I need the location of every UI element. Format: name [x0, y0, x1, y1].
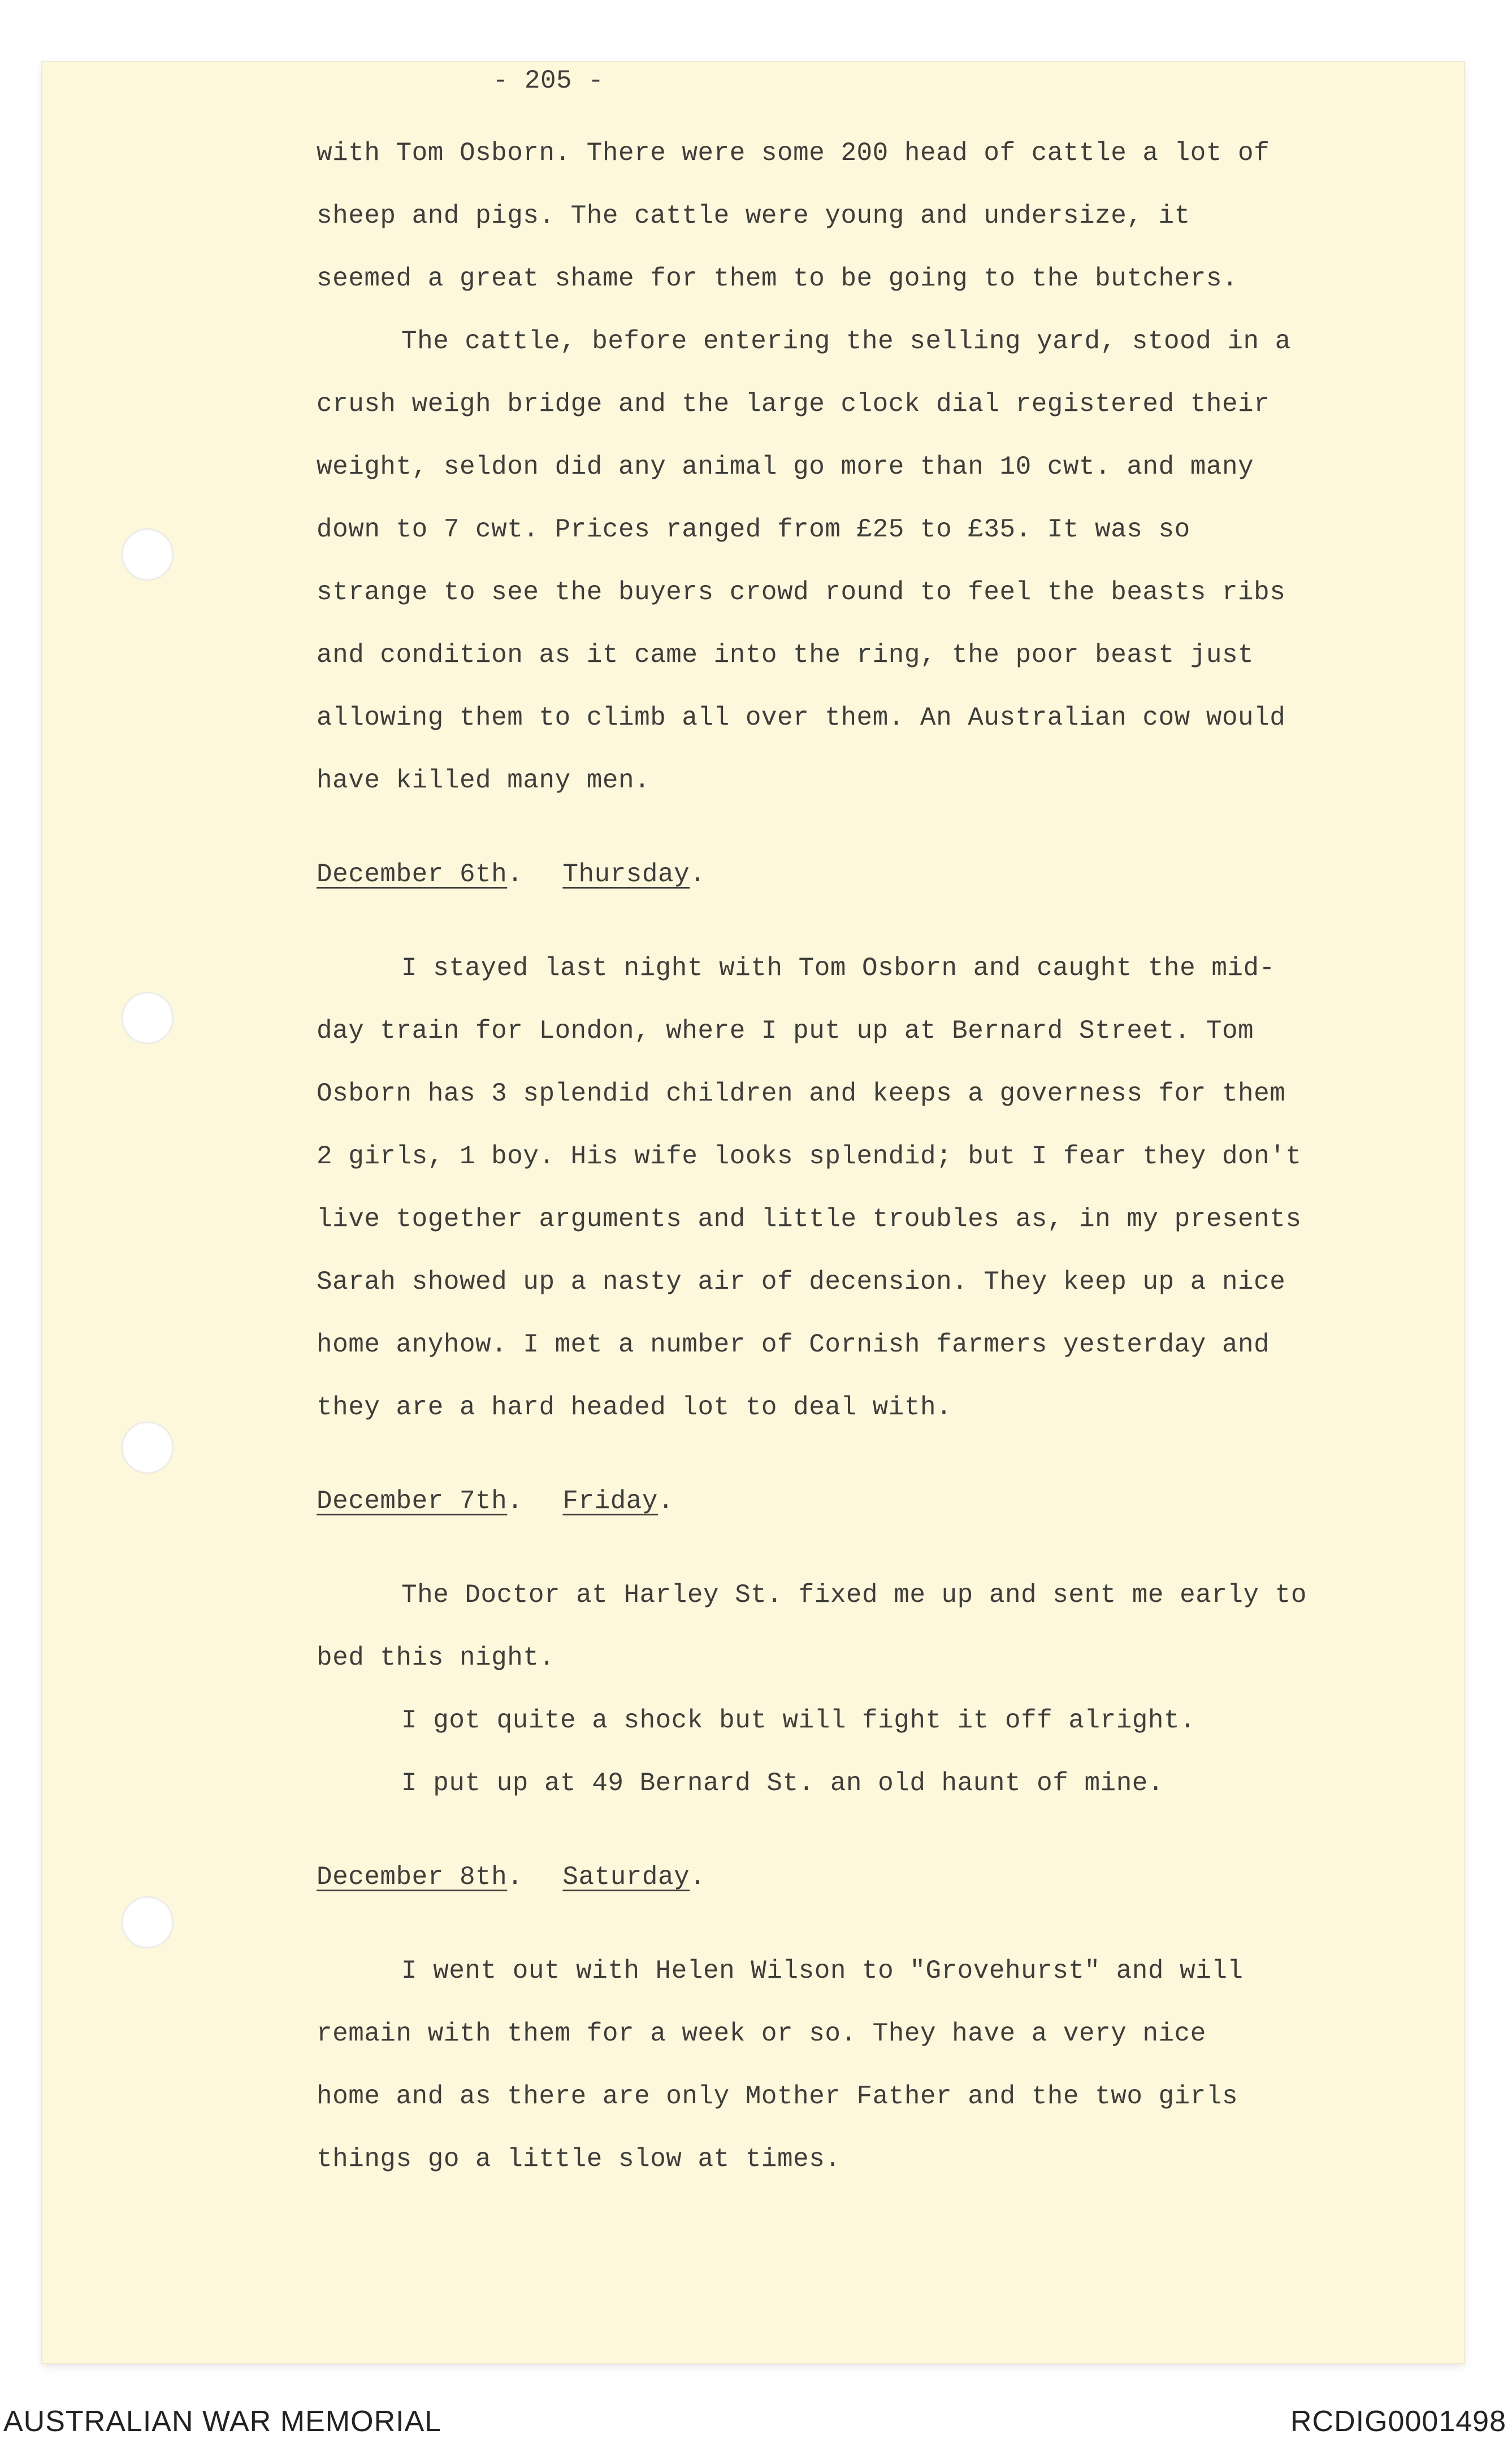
- text-line: remain with them for a week or so. They have a very nice: [317, 2019, 1206, 2048]
- text-line: seemed a great shame for them to be going to the butchers.: [317, 264, 1238, 293]
- paragraph-cattle-sale: [317, 122, 1436, 310]
- text-line: down to 7 cwt. Prices ranged from £25 to £35. It was so: [317, 515, 1190, 544]
- entry-body-dec7: [317, 1564, 1436, 1815]
- text-line: have killed many men.: [317, 766, 651, 795]
- text-line: I stayed last night with Tom Osborn and caught the mid-: [401, 954, 1275, 983]
- entry-day: Thursday: [562, 860, 690, 889]
- text-line: The Doctor at Harley St. fixed me up and sent me early to: [401, 1580, 1307, 1610]
- text-line: with Tom Osborn. There were some 200 head of cattle a lot of: [317, 138, 1270, 168]
- entry-body-dec8: [317, 1940, 1436, 2191]
- entry-heading-dec8: December 8th. Saturday.: [317, 1862, 706, 1892]
- text-line: strange to see the buyers crowd round to feel the beasts ribs: [317, 578, 1286, 607]
- text-line: home anyhow. I met a number of Cornish farmers yesterday and: [317, 1330, 1270, 1359]
- entry-date: December 7th: [317, 1487, 508, 1516]
- paragraph-weigh-bridge: [317, 310, 1436, 812]
- text-line: home and as there are only Mother Father and the two girls: [317, 2082, 1238, 2111]
- entry-day: Friday: [562, 1487, 658, 1516]
- text-line: Sarah showed up a nasty air of decension. They keep up a nice: [317, 1267, 1286, 1297]
- text-line: day train for London, where I put up at Bernard Street. Tom: [317, 1016, 1254, 1046]
- text-line: I put up at 49 Bernard St. an old haunt of mine.: [401, 1769, 1164, 1798]
- entry-date: December 8th: [317, 1862, 508, 1892]
- entry-date: December 6th: [317, 860, 508, 889]
- text-line: bed this night.: [317, 1643, 555, 1673]
- text-line: I got quite a shock but will fight it off alright.: [401, 1706, 1196, 1735]
- text-line: 2 girls, 1 boy. His wife looks splendid; but I fear they don't: [317, 1142, 1302, 1171]
- text-line: Osborn has 3 splendid children and keeps a governess for them: [317, 1079, 1286, 1108]
- entry-heading-dec6: December 6th. Thursday.: [317, 860, 706, 889]
- punch-hole: [122, 528, 174, 580]
- archive-reference: RCDIG0001498: [1290, 2405, 1506, 2438]
- text-line: The cattle, before entering the selling yard, stood in a: [401, 327, 1291, 356]
- entry-body-dec6: [317, 937, 1436, 1439]
- text-line: they are a hard headed lot to deal with.: [317, 1393, 952, 1422]
- entry-heading-dec7: December 7th. Friday.: [317, 1487, 674, 1516]
- diary-text: [317, 68, 1436, 2191]
- punch-hole: [122, 992, 174, 1044]
- archive-credit: AUSTRALIAN WAR MEMORIAL: [3, 2405, 442, 2438]
- text-line: I went out with Helen Wilson to "Grovehurst" and will: [401, 1956, 1244, 1986]
- page-number: - 205 -: [492, 66, 604, 96]
- text-line: weight, seldon did any animal go more than 10 cwt. and many: [317, 452, 1254, 482]
- text-line: sheep and pigs. The cattle were young and undersize, it: [317, 201, 1190, 231]
- entry-day: Saturday: [562, 1862, 690, 1892]
- punch-hole: [122, 1422, 174, 1474]
- text-line: things go a little slow at times.: [317, 2145, 841, 2174]
- text-line: allowing them to climb all over them. An Australian cow would: [317, 703, 1286, 733]
- punch-hole: [122, 1896, 174, 1948]
- text-line: crush weigh bridge and the large clock dial registered their: [317, 389, 1270, 419]
- text-line: and condition as it came into the ring, the poor beast just: [317, 640, 1254, 670]
- text-line: live together arguments and little troubles as, in my presents: [317, 1205, 1302, 1234]
